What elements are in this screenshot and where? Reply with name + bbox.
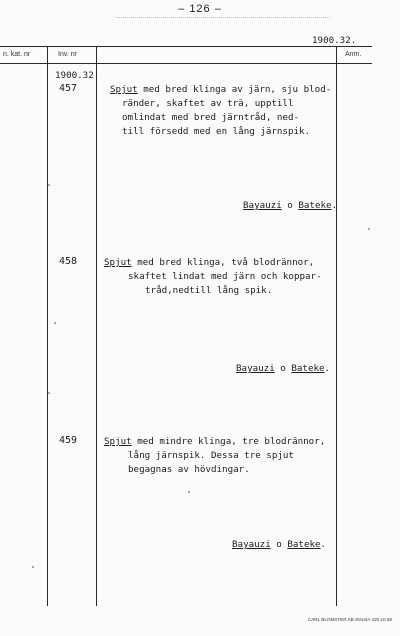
scan-speck xyxy=(188,491,190,493)
signature-line: Bayauzi o Bateke. xyxy=(243,200,338,211)
entry-line: omlindat med bred järntråd, ned- xyxy=(122,112,300,123)
object-word: Spjut xyxy=(110,84,138,95)
signature-line: Bayauzi o Bateke. xyxy=(236,363,331,374)
page-number: – 126 – xyxy=(178,3,222,15)
header-top-rule xyxy=(0,46,372,47)
scan-speck xyxy=(368,228,370,230)
scan-speck xyxy=(32,566,34,568)
column-header-kat-nr: n. kat. nr xyxy=(3,51,31,58)
signature-line: Bayauzi o Bateke. xyxy=(232,539,327,550)
column-divider-anm xyxy=(336,46,337,606)
inventory-number: 458 xyxy=(59,256,78,267)
scan-speck xyxy=(48,184,50,186)
column-divider-inv xyxy=(96,46,97,606)
header-year: 1900.32. xyxy=(312,35,357,46)
inventory-number: 457 xyxy=(59,83,78,94)
entry-line: Spjut med mindre klinga, tre blodrännor, xyxy=(104,436,326,447)
entry-line: lång järnspik. Dessa tre spjut xyxy=(128,450,294,461)
entry-line: begagnas av hövdingar. xyxy=(128,464,250,475)
scan-speck xyxy=(54,322,56,324)
object-word: Spjut xyxy=(104,257,132,268)
entry-line: till försedd med en lång järnspik. xyxy=(122,126,311,137)
column-divider-left xyxy=(47,46,48,606)
header-dotted-line xyxy=(115,17,330,18)
column-header-anm: Anm. xyxy=(345,51,362,58)
scan-speck xyxy=(48,392,50,394)
entry-line: Spjut med bred klinga av järn, sju blod- xyxy=(110,84,332,95)
inventory-number: 459 xyxy=(59,435,78,446)
entry-line: ränder, skaftet av trä, upptill xyxy=(122,98,294,109)
form-code: CARL BLOMSTER AB SOLNA 420 10 66 xyxy=(307,617,392,622)
entry-line: skaftet lindat med järn och koppar- xyxy=(128,271,322,282)
object-word: Spjut xyxy=(104,436,132,447)
entry-year: 1900.32. xyxy=(55,70,100,81)
entry-line: Spjut med bred klinga, två blodrännor, xyxy=(104,257,315,268)
header-bottom-rule xyxy=(0,63,372,64)
entry-line: tråd,nedtill lång spik. xyxy=(145,285,273,296)
column-header-inv-nr: Inv. nr xyxy=(58,51,77,58)
